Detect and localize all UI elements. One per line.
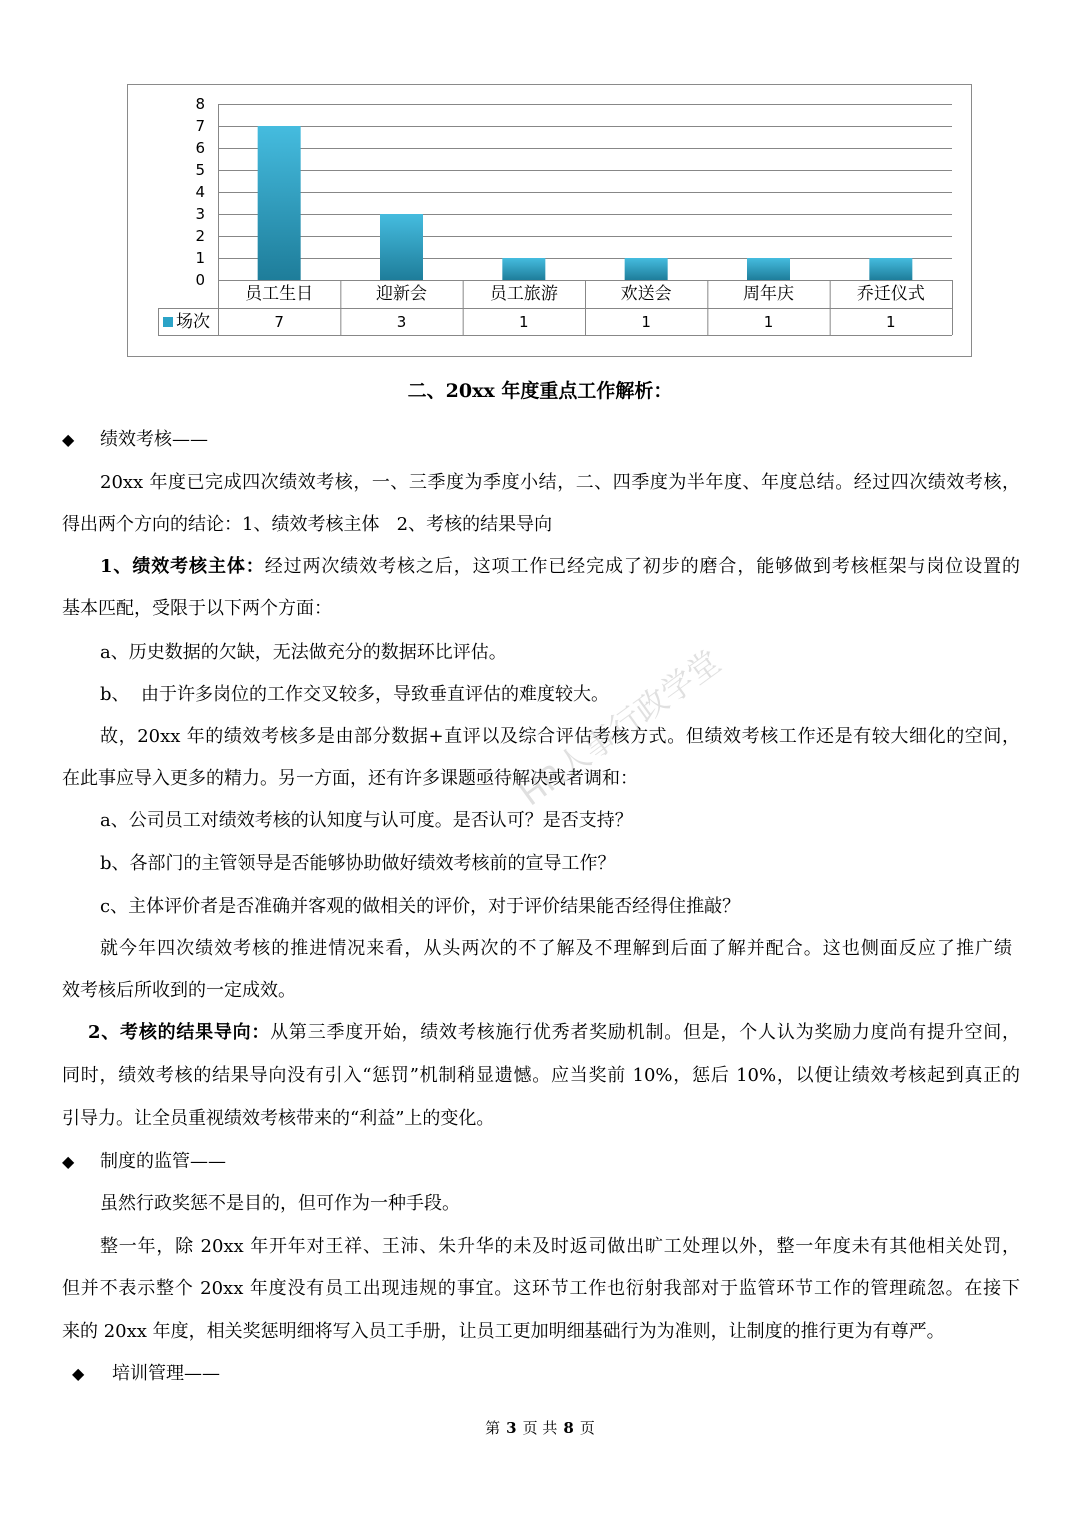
performance-conclusion-line: 故，20xx 年的绩效考核多是由部分数据+直评以及综合评估考核方式。但绩效考核工作还是有较大细化的空间， [100,726,1020,747]
category-label: 员工旅游 [489,284,558,304]
supervision-detail-line: 来的 20xx 年度，相关奖惩明细将写入员工手册，让员工更加明细基础行为为准则，让制度的推行更为有尊严。 [62,1321,945,1342]
performance-orientation-label: 2、考核的结果导向： [88,1022,271,1043]
category-label: 欢送会 [620,284,672,304]
current-page-number: 3 [506,1419,517,1437]
data-table-value: 3 [396,313,407,331]
data-table-value: 1 [519,313,529,331]
y-tick-label: 3 [195,205,205,223]
bar [747,258,790,280]
performance-heading: 绩效考核—— [100,429,208,450]
diamond-bullet-icon: ◆ [72,1364,85,1383]
footer-middle: 页 共 [522,1419,558,1437]
performance-orientation-text: 从第三季度开始，绩效考核施行优秀者奖励机制。但是，个人认为奖励力度尚有提升空间， [270,1022,1020,1043]
performance-intro-line: 20xx 年度已完成四次绩效考核，一、三季度为季度小结，二、四季度为半年度、年度总结。经过四次绩效考核， [100,472,1020,493]
performance-progress-line: 就今年四次绩效考核的推进情况来看，从头两次的不了解及不理解到后面了解并配合。这也侧面反应了推广绩 [100,938,1012,959]
watermark: HR人事行政学堂 [512,642,728,814]
performance-orientation-line: 同时，绩效考核的结果导向没有引入“惩罚”机制稍显遗憾。应当奖前 10%，惩后 10%，以便让绩效考核起到真正的 [62,1065,1020,1086]
data-table-value: 1 [763,313,774,331]
training-heading: 培训管理—— [112,1363,220,1384]
category-label: 员工生日 [245,284,314,304]
bar [258,126,301,280]
bar [625,258,668,280]
y-tick-label: 5 [195,161,205,179]
page-footer [0,1410,1080,1446]
footer-prefix: 第 [485,1419,501,1437]
y-tick-label: 7 [195,117,205,135]
performance-subject-line [100,546,1020,588]
supervision-detail-line: 但并不表示整个 20xx 年度没有员工出现违规的事宜。这环节工作也衍射我部对于监管环节工作的管理疏忽。在接下 [62,1278,1020,1299]
category-label: 乔迁仪式 [856,284,925,304]
y-tick-label: 4 [195,183,205,201]
performance-limit-item: a、历史数据的欠缺，无法做充分的数据环比评估。 [100,642,507,663]
performance-issue-item: a、公司员工对绩效考核的认知度与认可度。是否认可？是否支持？ [100,810,633,831]
performance-conclusion-line: 在此事应导入更多的精力。另一方面，还有许多课题亟待解决或者调和： [62,768,638,789]
total-page-number: 8 [563,1419,574,1437]
bar [380,214,423,280]
performance-orientation-line: 引导力。让全员重视绩效考核带来的“利益”上的变化。 [62,1108,495,1129]
footer-suffix: 页 [579,1419,595,1437]
performance-progress-line: 效考核后所收到的一定成效。 [62,980,296,1001]
y-tick-label: 2 [195,227,205,245]
y-tick-label: 6 [195,139,205,157]
diamond-bullet-icon: ◆ [62,1152,75,1171]
data-table-value: 1 [641,313,651,331]
performance-issue-item: b、各部门的主管领导是否能够协助做好绩效考核前的宣导工作？ [100,853,616,874]
bar [502,258,545,280]
performance-limit-item: b、 由于许多岗位的工作交叉较多，导致垂直评估的难度较大。 [100,684,609,705]
chart-canvas [127,84,972,357]
performance-intro-line: 得出两个方向的结论：1、绩效考核主体 2、考核的结果导向 [62,514,553,535]
performance-subject-label: 1、绩效考核主体： [100,556,265,577]
performance-subject-text: 经过两次绩效考核之后，这项工作已经完成了初步的磨合，能够做到考核框架与岗位设置的 [264,556,1021,577]
legend-label: 场次 [176,312,210,332]
y-tick-label: 1 [195,249,205,267]
data-table-value: 1 [886,313,896,331]
section-title: 二、20xx 年度重点工作解析： [407,380,673,402]
supervision-heading: 制度的监管—— [100,1151,226,1172]
performance-subject-line: 基本匹配，受限于以下两个方面： [62,598,332,619]
diamond-bullet-icon: ◆ [62,430,75,449]
supervision-intro-line: 虽然行政奖惩不是目的，但可作为一种手段。 [100,1193,460,1214]
performance-orientation-line [88,1012,1020,1054]
supervision-detail-line: 整一年，除 20xx 年开年对王祥、王沛、朱升华的未及时返司做出旷工处理以外，整一年度未有其他相关处罚， [100,1236,1020,1257]
y-tick-label: 0 [195,271,205,289]
data-table-value: 7 [274,313,284,331]
activity-count-chart [127,84,972,357]
bar [869,258,912,280]
y-tick-label: 8 [195,95,205,113]
category-label: 周年庆 [743,284,794,304]
category-label: 迎新会 [376,284,427,304]
performance-issue-item: c、主体评价者是否准确并客观的做相关的评价，对于评价结果能否经得住推敲？ [100,896,741,917]
legend-swatch [163,317,173,327]
